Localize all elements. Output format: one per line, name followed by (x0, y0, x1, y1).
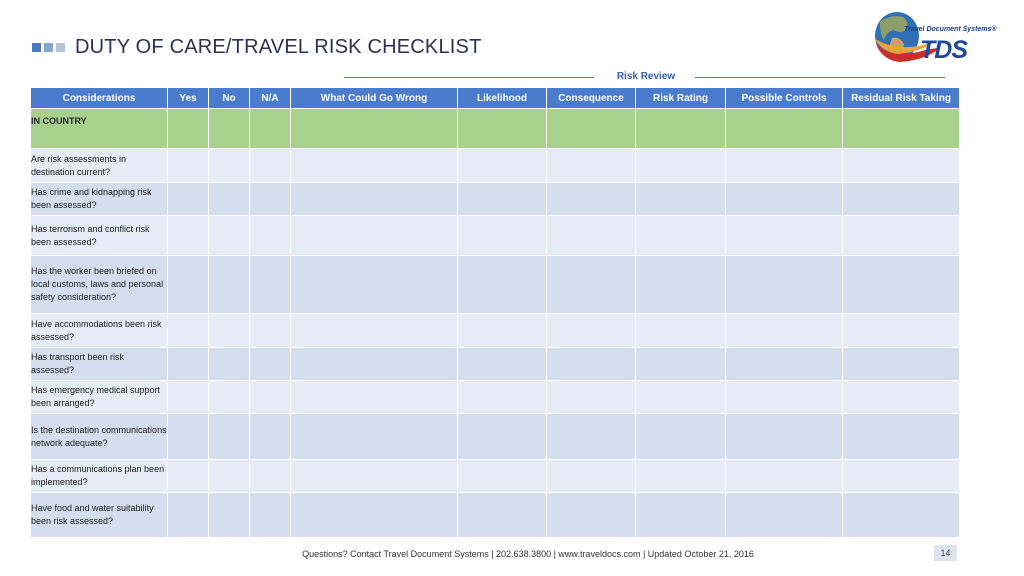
cell-consequence[interactable] (547, 493, 636, 538)
cell-na[interactable] (250, 460, 291, 493)
cell-likelihood[interactable] (458, 149, 547, 183)
cell-likelihood[interactable] (458, 256, 547, 314)
cell-no[interactable] (209, 216, 250, 256)
cell-risk-rating[interactable] (636, 256, 726, 314)
consideration-text: Have food and water suitability been risk assessed? (31, 493, 168, 538)
cell-what-could-go-wrong[interactable] (291, 493, 458, 538)
cell-likelihood[interactable] (458, 109, 547, 149)
cell-na[interactable] (250, 314, 291, 348)
cell-risk-rating[interactable] (636, 314, 726, 348)
cell-likelihood[interactable] (458, 493, 547, 538)
cell-likelihood[interactable] (458, 414, 547, 460)
cell-risk-rating[interactable] (636, 216, 726, 256)
cell-residual-risk[interactable] (843, 149, 960, 183)
cell-consequence[interactable] (547, 314, 636, 348)
cell-what-could-go-wrong[interactable] (291, 183, 458, 216)
cell-no[interactable] (209, 149, 250, 183)
cell-likelihood[interactable] (458, 381, 547, 414)
cell-na[interactable] (250, 216, 291, 256)
cell-residual-risk[interactable] (843, 381, 960, 414)
cell-residual-risk[interactable] (843, 109, 960, 149)
cell-residual-risk[interactable] (843, 216, 960, 256)
cell-na[interactable] (250, 109, 291, 149)
table-row (31, 460, 960, 493)
section-row-in-country (31, 109, 960, 149)
risk-review-label: Risk Review (616, 71, 676, 82)
col-header-considerations: Considerations (31, 88, 168, 109)
col-header-likelihood: Likelihood (458, 88, 547, 109)
cell-yes[interactable] (168, 314, 209, 348)
cell-consequence[interactable] (547, 149, 636, 183)
cell-what-could-go-wrong[interactable] (291, 149, 458, 183)
cell-consequence[interactable] (547, 381, 636, 414)
cell-risk-rating[interactable] (636, 109, 726, 149)
cell-possible-controls[interactable] (726, 414, 843, 460)
cell-risk-rating[interactable] (636, 414, 726, 460)
cell-yes[interactable] (168, 216, 209, 256)
cell-residual-risk[interactable] (843, 460, 960, 493)
cell-possible-controls[interactable] (726, 216, 843, 256)
col-header-possible-controls: Possible Controls (726, 88, 843, 109)
cell-consequence[interactable] (547, 256, 636, 314)
cell-na[interactable] (250, 414, 291, 460)
cell-consequence[interactable] (547, 216, 636, 256)
cell-no[interactable] (209, 348, 250, 381)
cell-risk-rating[interactable] (636, 149, 726, 183)
cell-residual-risk[interactable] (843, 183, 960, 216)
cell-risk-rating[interactable] (636, 381, 726, 414)
cell-possible-controls[interactable] (726, 314, 843, 348)
col-header-what-could-go-wrong: What Could Go Wrong (291, 88, 458, 109)
cell-possible-controls[interactable] (726, 493, 843, 538)
col-header-residual-risk-taking: Residual Risk Taking (843, 88, 960, 109)
page-number: 14 (934, 545, 957, 561)
cell-risk-rating[interactable] (636, 460, 726, 493)
cell-possible-controls[interactable] (726, 256, 843, 314)
col-header-na: N/A (250, 88, 291, 109)
table-row (31, 381, 960, 414)
cell-residual-risk[interactable] (843, 414, 960, 460)
footer-contact: Questions? Contact Travel Document Systems | 202.638.3800 | www.traveldocs.com | Updated October 21, 2016 (302, 549, 754, 559)
cell-na[interactable] (250, 256, 291, 314)
cell-no[interactable] (209, 256, 250, 314)
cell-yes[interactable] (168, 109, 209, 149)
cell-no[interactable] (209, 493, 250, 538)
col-header-consequence: Consequence (547, 88, 636, 109)
cell-risk-rating[interactable] (636, 493, 726, 538)
cell-yes[interactable] (168, 149, 209, 183)
cell-yes[interactable] (168, 256, 209, 314)
title-squares-icon (32, 43, 65, 52)
risk-checklist-table (30, 87, 960, 538)
cell-yes[interactable] (168, 460, 209, 493)
cell-na[interactable] (250, 149, 291, 183)
table-row (31, 493, 960, 538)
consideration-text: Has transport been risk assessed? (31, 348, 168, 381)
cell-no[interactable] (209, 314, 250, 348)
cell-yes[interactable] (168, 414, 209, 460)
cell-likelihood[interactable] (458, 183, 547, 216)
cell-what-could-go-wrong[interactable] (291, 109, 458, 149)
cell-possible-controls[interactable] (726, 381, 843, 414)
cell-residual-risk[interactable] (843, 256, 960, 314)
cell-risk-rating[interactable] (636, 183, 726, 216)
cell-consequence[interactable] (547, 109, 636, 149)
logo-mark: TDS (920, 36, 967, 64)
cell-no[interactable] (209, 414, 250, 460)
cell-possible-controls[interactable] (726, 109, 843, 149)
cell-what-could-go-wrong[interactable] (291, 381, 458, 414)
cell-possible-controls[interactable] (726, 149, 843, 183)
table-row (31, 183, 960, 216)
col-header-risk-rating: Risk Rating (636, 88, 726, 109)
cell-what-could-go-wrong[interactable] (291, 216, 458, 256)
cell-na[interactable] (250, 493, 291, 538)
cell-consequence[interactable] (547, 414, 636, 460)
consideration-text: Has the worker been briefed on local customs, laws and personal safety consideration? (31, 256, 168, 314)
consideration-text: Has emergency medical support been arranged? (31, 381, 168, 414)
table-row (31, 216, 960, 256)
cell-consequence[interactable] (547, 348, 636, 381)
cell-possible-controls[interactable] (726, 183, 843, 216)
cell-consequence[interactable] (547, 183, 636, 216)
cell-possible-controls[interactable] (726, 348, 843, 381)
cell-no[interactable] (209, 109, 250, 149)
cell-na[interactable] (250, 183, 291, 216)
cell-no[interactable] (209, 381, 250, 414)
consideration-text: Has terrorism and conflict risk been assessed? (31, 216, 168, 256)
cell-what-could-go-wrong[interactable] (291, 314, 458, 348)
cell-likelihood[interactable] (458, 216, 547, 256)
table-row (31, 149, 960, 183)
risk-review-line-right (695, 77, 945, 78)
page-title: DUTY OF CARE/TRAVEL RISK CHECKLIST (75, 36, 482, 58)
cell-risk-rating[interactable] (636, 348, 726, 381)
consideration-text: Are risk assessments in destination current? (31, 149, 168, 183)
consideration-text: Is the destination communications network adequate? (31, 414, 168, 460)
cell-what-could-go-wrong[interactable] (291, 348, 458, 381)
cell-residual-risk[interactable] (843, 314, 960, 348)
cell-no[interactable] (209, 183, 250, 216)
table-header-row (31, 88, 960, 109)
title-bar (32, 36, 482, 59)
cell-residual-risk[interactable] (843, 348, 960, 381)
cell-no[interactable] (209, 460, 250, 493)
consideration-text: Has a communications plan been implemented? (31, 460, 168, 493)
cell-yes[interactable] (168, 381, 209, 414)
col-header-no: No (209, 88, 250, 109)
tds-logo (870, 8, 995, 64)
consideration-text: Have accommodations been risk assessed? (31, 314, 168, 348)
cell-likelihood[interactable] (458, 314, 547, 348)
cell-yes[interactable] (168, 348, 209, 381)
cell-residual-risk[interactable] (843, 493, 960, 538)
logo-tagline: Travel Document Systems® (904, 26, 997, 33)
risk-review-line-left (344, 77, 594, 78)
cell-what-could-go-wrong[interactable] (291, 414, 458, 460)
table-row (31, 314, 960, 348)
cell-likelihood[interactable] (458, 460, 547, 493)
cell-yes[interactable] (168, 493, 209, 538)
table-row (31, 256, 960, 314)
cell-possible-controls[interactable] (726, 460, 843, 493)
cell-yes[interactable] (168, 183, 209, 216)
cell-likelihood[interactable] (458, 348, 547, 381)
cell-what-could-go-wrong[interactable] (291, 460, 458, 493)
cell-na[interactable] (250, 381, 291, 414)
section-label: IN COUNTRY (31, 109, 168, 149)
col-header-yes: Yes (168, 88, 209, 109)
cell-consequence[interactable] (547, 460, 636, 493)
cell-na[interactable] (250, 348, 291, 381)
cell-what-could-go-wrong[interactable] (291, 256, 458, 314)
consideration-text: Has crime and kidnapping risk been assessed? (31, 183, 168, 216)
table-row (31, 414, 960, 460)
table-row (31, 348, 960, 381)
